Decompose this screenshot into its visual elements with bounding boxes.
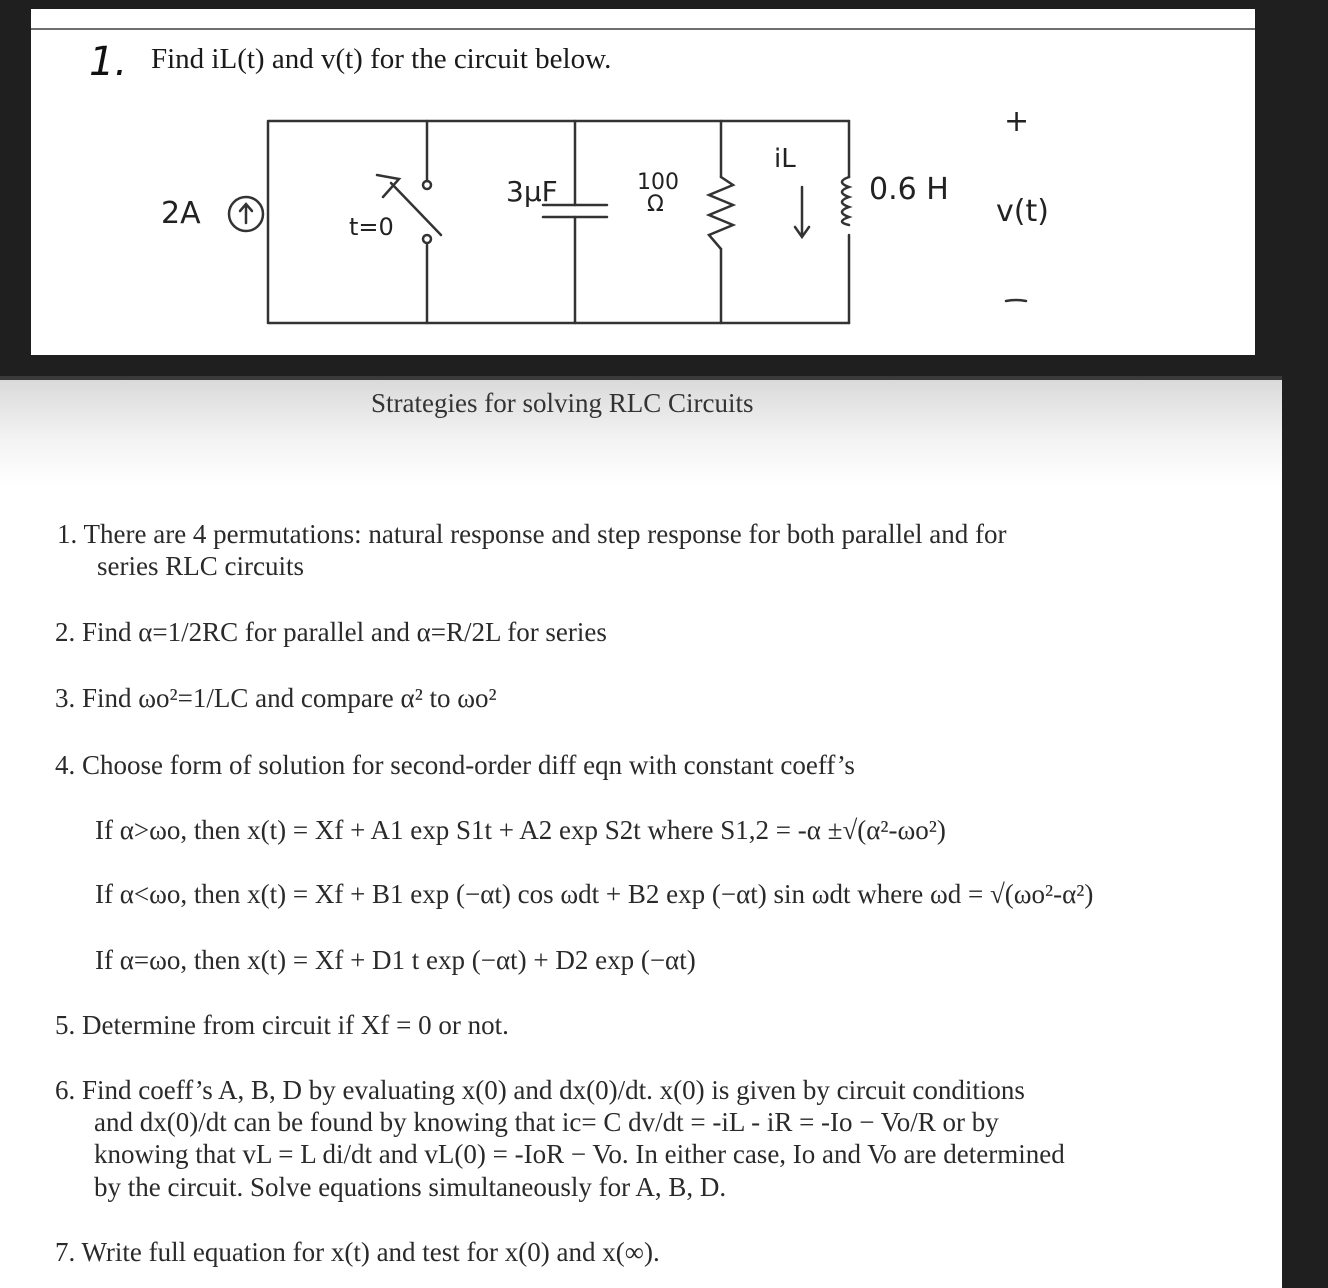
problem-statement: Find iL(t) and v(t) for the circuit below.: [151, 43, 612, 75]
strategies-panel: [0, 376, 1282, 1288]
switch-label: t=0: [349, 213, 394, 241]
item-6-line-4: by the circuit. Solve equations simultaneously for A, B, D.: [94, 1172, 727, 1202]
item-1-line-1: 1. There are 4 permutations: natural response and step response for both parallel and for: [57, 519, 1007, 549]
item-3: 3. Find ωo²=1/LC and compare α² to ωo²: [55, 683, 497, 713]
switch-blade: [391, 183, 441, 235]
strategies-heading: Strategies for solving RLC Circuits: [371, 388, 754, 418]
item-6-line-1: 6. Find coeff’s A, B, D by evaluating x(0) and dx(0)/dt. x(0) is given by circuit conditions: [55, 1075, 1025, 1105]
minus-mark: [1006, 300, 1026, 301]
current-source-arrow: [240, 204, 252, 223]
item-7: 7. Write full equation for x(t) and test for x(0) and x(∞).: [55, 1237, 660, 1267]
inductor-label: 0.6 H: [869, 172, 949, 207]
item-6-line-3: knowing that vL = L di/dt and vL(0) = -IoR − Vo. In either case, Io and Vo are determined: [94, 1139, 1065, 1169]
item-1-line-2: series RLC circuits: [97, 551, 304, 581]
current-arrow: [795, 187, 809, 237]
switch-contact-bottom: [423, 235, 431, 243]
item-6-line-2: and dx(0)/dt can be found by knowing that ic= C dv/dt = -iL - iR = -Io − Vo/R or by: [94, 1107, 999, 1137]
source-label: 2A: [161, 196, 201, 231]
current-label: iL: [774, 144, 796, 174]
resistor-label-value: 100: [637, 170, 679, 195]
case-underdamped: If α<ωo, then x(t) = Xf + B1 exp (−αt) cos ωdt + B2 exp (−αt) sin ωdt where ωd = √(ωo²-α²): [95, 879, 1094, 909]
case-overdamped: If α>ωo, then x(t) = Xf + A1 exp S1t + A2 exp S2t where S1,2 = -α ±√(α²-ωo²): [95, 815, 946, 845]
item-2: 2. Find α=1/2RC for parallel and α=R/2L for series: [55, 617, 607, 647]
problem-number: 1.: [89, 39, 128, 85]
capacitor-label: 3μF: [506, 175, 558, 208]
resistor-label-unit: Ω: [647, 192, 664, 217]
problem-panel: [31, 9, 1255, 355]
switch-contact-top: [423, 181, 431, 189]
item-5: 5. Determine from circuit if Xf = 0 or not.: [55, 1010, 509, 1040]
voltage-label: v(t): [996, 194, 1049, 229]
panel-rim: [0, 376, 1282, 380]
plus-label: +: [1004, 104, 1030, 139]
case-critical: If α=ωo, then x(t) = Xf + D1 t exp (−αt) + D2 exp (−αt): [95, 945, 696, 975]
circuit-diagram: [31, 9, 1255, 355]
switch-arrow: [377, 175, 399, 197]
inductor-coil: [842, 177, 849, 225]
resistor-zigzag: [709, 177, 733, 249]
item-4: 4. Choose form of solution for second-order diff eqn with constant coeff’s: [55, 750, 855, 780]
